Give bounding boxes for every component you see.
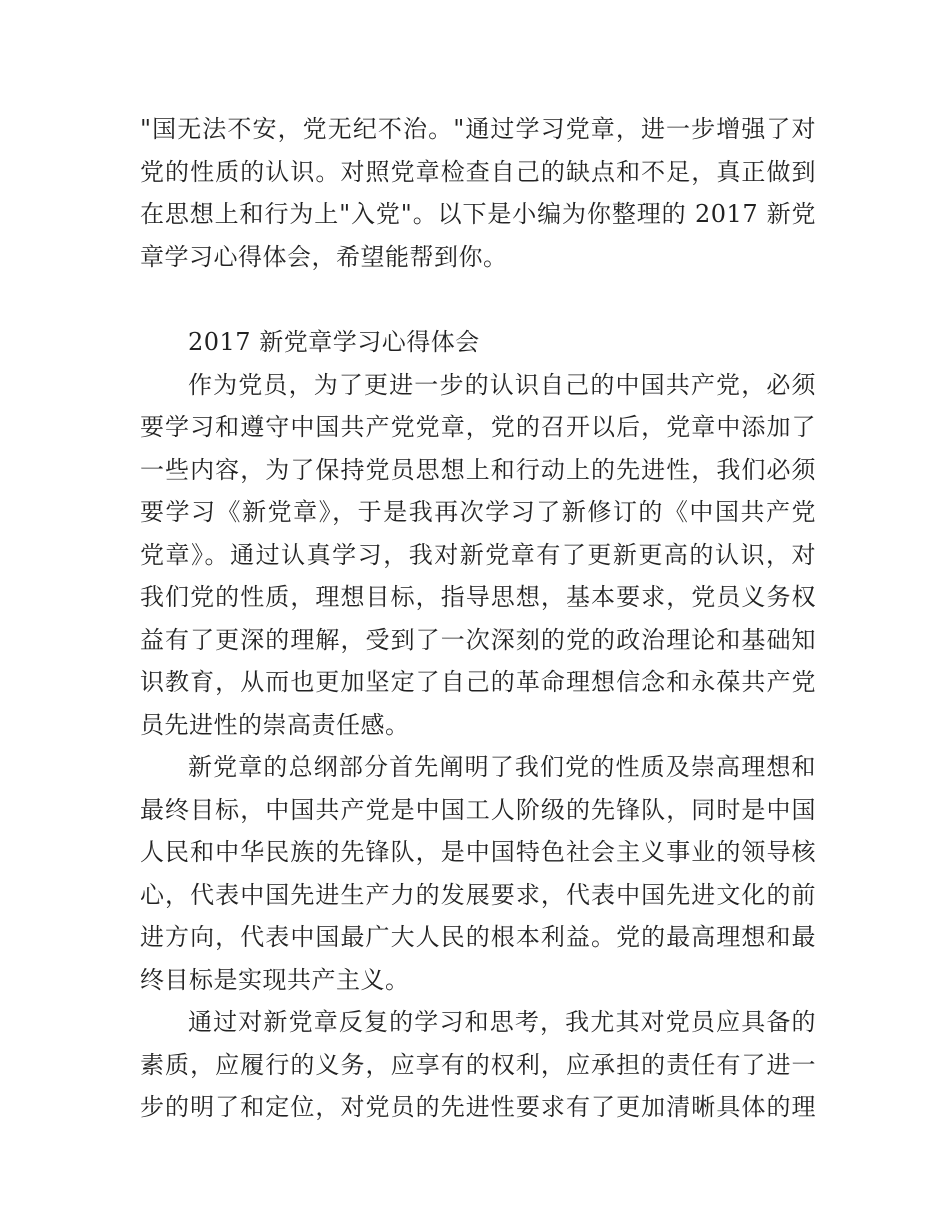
paragraph-line: 进方向，代表中国最广大人民的根本利益。党的最高理想和最 bbox=[140, 923, 816, 951]
paragraph-line: 员先进性的崇高责任感。 bbox=[140, 710, 410, 739]
paragraph-line: 心，代表中国先进生产力的发展要求，代表中国先进文化的前 bbox=[140, 880, 816, 909]
paragraph-line: 益有了更深的理解，受到了一次深刻的党的政治理论和基础知 bbox=[140, 625, 816, 654]
paragraph-3 bbox=[140, 1001, 816, 1129]
article-heading: 2017 新党章学习心得体会 bbox=[188, 328, 480, 356]
intro-line: 党的性质的认识。对照党章检查自己的缺点和不足，真正做到 bbox=[140, 157, 816, 186]
paragraph-line: 步的明了和定位，对党员的先进性要求有了更加清晰具体的理 bbox=[140, 1093, 816, 1121]
paragraph-line: 人民和中华民族的先锋队，是中国特色社会主义事业的领导核 bbox=[140, 838, 816, 866]
paragraph-line: 我们党的性质，理想目标，指导思想，基本要求，党员义务权 bbox=[140, 583, 816, 611]
paragraph-2 bbox=[140, 746, 816, 1001]
intro-line: 章学习心得体会，希望能帮到你。 bbox=[140, 242, 508, 271]
paragraph-line: 要学习《新党章》，于是我再次学习了新修订的《中国共产党 bbox=[140, 498, 816, 526]
paragraph-line: 一些内容，为了保持党员思想上和行动上的先进性，我们必须 bbox=[140, 455, 816, 484]
paragraph-line: 党章》。通过认真学习，我对新党章有了更新更高的认识，对 bbox=[140, 540, 816, 569]
paragraph-line: 通过对新党章反复的学习和思考，我尤其对党员应具备的 bbox=[188, 1008, 816, 1036]
paragraph-line: 终目标是实现共产主义。 bbox=[140, 965, 410, 994]
paragraph-line: 作为党员，为了更进一步的认识自己的中国共产党，必须 bbox=[188, 370, 816, 399]
intro-paragraph bbox=[140, 108, 816, 278]
intro-line: "国无法不安，党无纪不治。"通过学习党章，进一步增强了对 bbox=[140, 115, 816, 143]
paragraph-line: 最终目标，中国共产党是中国工人阶级的先锋队，同时是中国 bbox=[140, 795, 816, 824]
paragraph-1 bbox=[140, 364, 816, 747]
article-heading-block bbox=[140, 321, 816, 364]
paragraph-line: 识教育，从而也更加坚定了自己的革命理想信念和永葆共产党 bbox=[140, 668, 816, 696]
paragraph-line: 素质，应履行的义务，应享有的权利，应承担的责任有了进一 bbox=[140, 1050, 816, 1079]
paragraph-line: 新党章的总纲部分首先阐明了我们党的性质及崇高理想和 bbox=[188, 753, 816, 781]
intro-line: 在思想上和行为上"入党"。以下是小编为你整理的 2017 新党 bbox=[140, 200, 816, 228]
paragraph-line: 要学习和遵守中国共产党党章，党的召开以后，党章中添加了 bbox=[140, 413, 816, 441]
